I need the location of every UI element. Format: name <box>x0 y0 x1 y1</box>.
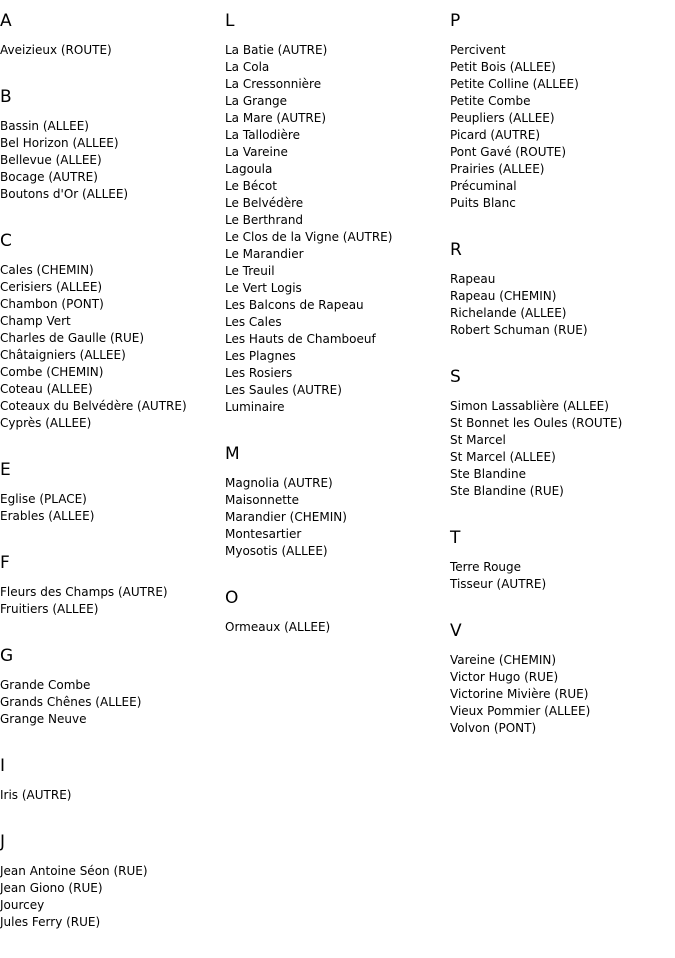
letter-section-m <box>225 443 450 560</box>
street-entry: Marandier (CHEMIN) <box>225 510 347 524</box>
street-entry: Victorine Mivière (RUE) <box>450 687 589 701</box>
street-entry: Bellevue (ALLEE) <box>0 153 102 167</box>
street-entry: Charles de Gaulle (RUE) <box>0 331 145 345</box>
letter-heading: G <box>0 646 14 666</box>
street-entry: Cales (CHEMIN) <box>0 263 94 277</box>
street-entry: Jourcey <box>0 898 45 912</box>
letter-section-l <box>225 10 450 416</box>
street-list <box>450 652 675 737</box>
letter-heading: C <box>0 231 12 251</box>
letter-heading: I <box>0 756 6 776</box>
street-entry: Les Balcons de Rapeau <box>225 298 364 312</box>
street-entry: Coteaux du Belvédère (AUTRE) <box>0 399 187 413</box>
street-entry: Précuminal <box>450 179 517 193</box>
letter-heading: R <box>450 240 462 260</box>
letter-section-g <box>0 645 225 728</box>
street-entry: Vieux Pommier (ALLEE) <box>450 704 591 718</box>
street-entry: Prairies (ALLEE) <box>450 162 545 176</box>
street-entry: Petite Colline (ALLEE) <box>450 77 579 91</box>
letter-section-s <box>450 366 675 500</box>
street-entry: Cerisiers (ALLEE) <box>0 280 103 294</box>
letter-section-j <box>0 831 225 931</box>
street-entry: Châtaigniers (ALLEE) <box>0 348 126 362</box>
letter-heading: E <box>0 460 11 480</box>
street-list <box>225 42 450 416</box>
street-entry: La Cressonnière <box>225 77 322 91</box>
street-entry: Bassin (ALLEE) <box>0 119 89 133</box>
street-entry: Tisseur (AUTRE) <box>450 577 547 591</box>
street-entry: Bel Horizon (ALLEE) <box>0 136 119 150</box>
letter-section-r <box>450 239 675 339</box>
letter-section-f <box>0 552 225 618</box>
letter-heading: A <box>0 11 12 31</box>
street-entry: Victor Hugo (RUE) <box>450 670 559 684</box>
street-entry: Les Hauts de Chamboeuf <box>225 332 376 346</box>
street-entry: Richelande (ALLEE) <box>450 306 567 320</box>
street-entry: Percivent <box>450 43 506 57</box>
street-entry: Luminaire <box>225 400 285 414</box>
street-list <box>450 42 675 212</box>
street-entry: La Mare (AUTRE) <box>225 111 327 125</box>
letter-heading: J <box>0 832 6 852</box>
street-entry: Les Rosiers <box>225 366 293 380</box>
street-entry: Chambon (PONT) <box>0 297 104 311</box>
letter-heading: O <box>225 588 239 608</box>
street-entry: Simon Lassablière (ALLEE) <box>450 399 609 413</box>
street-entry: Iris (AUTRE) <box>0 788 72 802</box>
street-entry: Fruitiers (ALLEE) <box>0 602 99 616</box>
street-entry: Le Vert Logis <box>225 281 302 295</box>
street-list <box>0 42 225 59</box>
street-entry: Jean Antoine Séon (RUE) <box>0 864 148 878</box>
street-entry: La Grange <box>225 94 288 108</box>
street-entry: Picard (AUTRE) <box>450 128 541 142</box>
street-entry: Le Clos de la Vigne (AUTRE) <box>225 230 393 244</box>
letter-section-o <box>225 587 450 636</box>
street-entry: La Vareine <box>225 145 288 159</box>
letter-section-v <box>450 620 675 737</box>
street-list <box>0 491 225 525</box>
letter-section-e <box>0 459 225 525</box>
street-index-column-1 <box>0 10 225 958</box>
street-entry: Peupliers (ALLEE) <box>450 111 555 125</box>
street-entry: La Cola <box>225 60 270 74</box>
letter-heading: B <box>0 87 12 107</box>
street-list <box>0 787 225 804</box>
street-entry: Petit Bois (ALLEE) <box>450 60 556 74</box>
letter-section-c <box>0 230 225 432</box>
street-entry: La Batie (AUTRE) <box>225 43 328 57</box>
letter-heading: P <box>450 11 461 31</box>
street-entry: Le Belvédère <box>225 196 304 210</box>
street-list <box>225 619 450 636</box>
letter-heading: V <box>450 621 462 641</box>
street-list <box>0 584 225 618</box>
street-entry: Jules Ferry (RUE) <box>0 915 101 929</box>
street-entry: Boutons d'Or (ALLEE) <box>0 187 129 201</box>
letter-heading: L <box>225 11 235 31</box>
street-entry: Grange Neuve <box>0 712 87 726</box>
street-list <box>0 262 225 432</box>
letter-heading: T <box>450 528 461 548</box>
street-list <box>0 677 225 728</box>
street-entry: Ste Blandine (RUE) <box>450 484 564 498</box>
street-entry: Les Saules (AUTRE) <box>225 383 342 397</box>
street-list <box>0 118 225 203</box>
street-entry: Grands Chênes (ALLEE) <box>0 695 142 709</box>
letter-heading: S <box>450 367 461 387</box>
street-entry: Terre Rouge <box>450 560 522 574</box>
street-entry: Le Bécot <box>225 179 277 193</box>
street-entry: Eglise (PLACE) <box>0 492 87 506</box>
street-entry: Montesartier <box>225 527 302 541</box>
street-entry: Fleurs des Champs (AUTRE) <box>0 585 168 599</box>
letter-section-b <box>0 86 225 203</box>
letter-section-a <box>0 10 225 59</box>
street-index-column-3 <box>450 10 675 764</box>
street-entry: St Bonnet les Oules (ROUTE) <box>450 416 623 430</box>
street-entry: Maisonnette <box>225 493 300 507</box>
street-entry: Le Treuil <box>225 264 275 278</box>
street-entry: Myosotis (ALLEE) <box>225 544 328 558</box>
street-entry: Coteau (ALLEE) <box>0 382 93 396</box>
street-entry: Jean Giono (RUE) <box>0 881 103 895</box>
street-entry: La Tallodière <box>225 128 300 142</box>
street-entry: Champ Vert <box>0 314 71 328</box>
letter-section-t <box>450 527 675 593</box>
street-list <box>450 559 675 593</box>
street-entry: Ste Blandine <box>450 467 526 481</box>
street-entry: Ormeaux (ALLEE) <box>225 620 331 634</box>
street-index-column-2 <box>225 10 450 663</box>
street-entry: Les Plagnes <box>225 349 296 363</box>
street-list <box>450 398 675 500</box>
letter-heading: M <box>225 444 240 464</box>
street-entry: Robert Schuman (RUE) <box>450 323 588 337</box>
street-entry: Erables (ALLEE) <box>0 509 95 523</box>
street-entry: Rapeau <box>450 272 496 286</box>
street-entry: Petite Combe <box>450 94 531 108</box>
street-entry: Le Berthrand <box>225 213 304 227</box>
letter-heading: F <box>0 553 10 573</box>
letter-section-i <box>0 755 225 804</box>
street-entry: Vareine (CHEMIN) <box>450 653 557 667</box>
street-entry: Volvon (PONT) <box>450 721 537 735</box>
street-entry: St Marcel (ALLEE) <box>450 450 556 464</box>
street-list <box>0 863 225 931</box>
street-entry: Le Marandier <box>225 247 304 261</box>
street-entry: Les Cales <box>225 315 282 329</box>
street-entry: Bocage (AUTRE) <box>0 170 98 184</box>
street-entry: St Marcel <box>450 433 506 447</box>
street-entry: Magnolia (AUTRE) <box>225 476 333 490</box>
street-entry: Aveizieux (ROUTE) <box>0 43 112 57</box>
street-entry: Cyprès (ALLEE) <box>0 416 92 430</box>
street-entry: Combe (CHEMIN) <box>0 365 104 379</box>
street-entry: Rapeau (CHEMIN) <box>450 289 557 303</box>
street-entry: Grande Combe <box>0 678 91 692</box>
street-list <box>450 271 675 339</box>
street-entry: Lagoula <box>225 162 273 176</box>
letter-section-p <box>450 10 675 212</box>
street-entry: Pont Gavé (ROUTE) <box>450 145 567 159</box>
street-list <box>225 475 450 560</box>
street-entry: Puits Blanc <box>450 196 516 210</box>
